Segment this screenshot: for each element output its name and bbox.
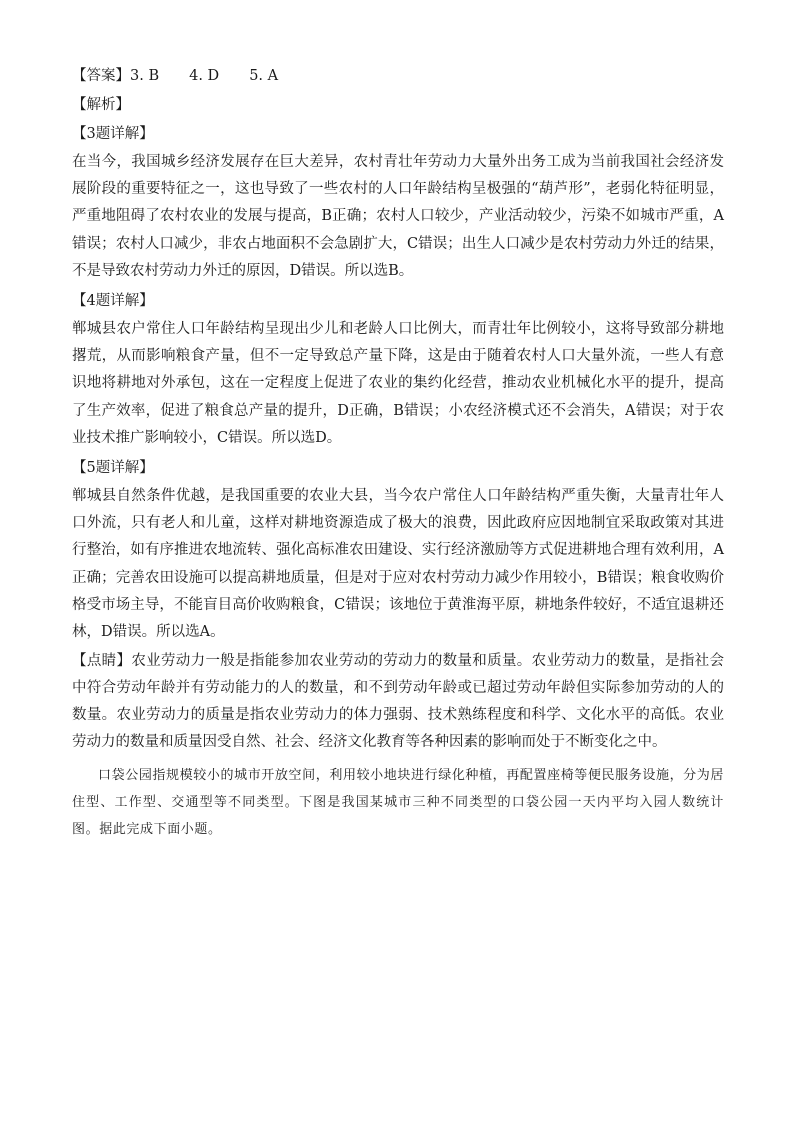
q5-explanation: 郸城县自然条件优越，是我国重要的农业大县，当今农户常住人口年龄结构严重失衡，大量青壮年人口外流，只有老人和儿童，这样对耕地资源造成了极大的浪费，因此政府应因地制宜采取政策对其进行整治，如有序推进农地流转、强化高标准农田建设、实行经济激励等方式促进耕地合理有效利用，A正确；完善农田设施可以提高耕地质量，但是对于应对农村劳动力减少作用较小，B错误；粮食收购价格受市场主导，不能盲目高价收购粮食，C错误；该地位于黄淮海平原，耕地条件较好，不适宜退耕还林，D错误。所以选A。 <box>72 488 724 641</box>
next-question-intro: 口袋公园指规模较小的城市开放空间，利用较小地块进行绿化种植，再配置座椅等便民服务设施，分为居住型、工作型、交通型等不同类型。下图是我国某城市三种不同类型的口袋公园一天内平均入园人数统计图。据此完成下面小题。 <box>72 768 724 838</box>
answer-item-4: 4. D <box>189 68 220 84</box>
q3-explanation: 在当今，我国城乡经济发展存在巨大差异，农村青壮年劳动力大量外出务工成为当前我国社会经济发展阶段的重要特征之一，这也导致了一些农村的人口年龄结构呈极强的“葫芦形”，老弱化特征明显，严重地阻碍了农村农业的发展与提高，B正确；农村人口较少，产业活动较少，污染不如城市严重，A错误；农村人口减少，非农占地面积不会急剧扩大，C错误；出生人口减少是农村劳动力外迁的结果，不是导致农村劳动力外迁的原因，D错误。所以选B。 <box>72 154 724 279</box>
q4-explanation: 郸城县农户常住人口年龄结构呈现出少儿和老龄人口比例大，而青壮年比例较小，这将导致部分耕地撂荒，从而影响粮食产量，但不一定导致总产量下降，这是由于随着农村人口大量外流，一些人有意识地将耕地对外承包，这在一定程度上促进了农业的集约化经营，推动农业机械化水平的提升，提高了生产效率，促进了粮食总产量的提升，D正确，B错误；小农经济模式还不会消失，A错误；对于农业技术推广影响较小，C错误。所以选D。 <box>72 321 724 446</box>
answer-item-5: 5. A <box>249 68 279 84</box>
document-content <box>72 64 724 843</box>
q3-heading: 【3题详解】 <box>72 126 154 142</box>
answer-item-3: 3. B <box>130 68 160 84</box>
note-block <box>72 648 724 756</box>
note-label: 【点睛】 <box>72 653 132 670</box>
analysis-label: 【解析】 <box>72 97 130 113</box>
answer-label: 【答案】 <box>72 68 130 84</box>
q5-heading: 【5题详解】 <box>72 460 154 477</box>
answer-line <box>72 64 724 89</box>
note-text: 农业劳动力一般是指能参加农业劳动的劳动力的数量和质量。农业劳动力的数量，是指社会中符合劳动年龄并有劳动能力的人的数量，和不到劳动年龄或已超过劳动年龄但实际参加劳动的人的数量。农业劳动力的质量是指农业劳动力的体力强弱、技术熟练程度和科学、文化水平的高低。农业劳动力的数量和质量因受自然、社会、经济文化教育等各种因素的影响而处于不断变化之中。 <box>72 653 725 751</box>
q4-heading: 【4题详解】 <box>72 293 154 310</box>
